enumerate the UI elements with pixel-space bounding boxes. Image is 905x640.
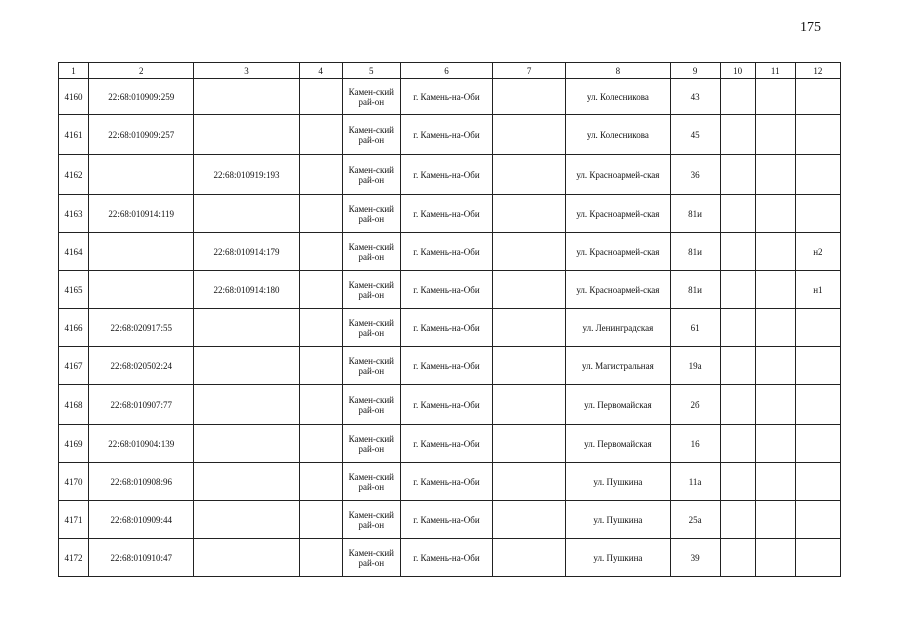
cadastral-number [89,271,194,309]
column-header: 4 [299,63,342,79]
cadastral-number-secondary: 22:68:010919:193 [194,155,299,195]
cell-col-12 [795,385,840,425]
street-name: ул. Красноармей-ская [566,155,670,195]
cell-col-11 [755,385,795,425]
cell-col-7 [493,79,566,115]
cell-col-4 [299,115,342,155]
table-row [59,309,841,347]
table-row [59,347,841,385]
table-row [59,115,841,155]
cadastral-number: 22:68:010909:259 [89,79,194,115]
table-row [59,425,841,463]
cell-col-10 [720,79,755,115]
cell-col-11 [755,233,795,271]
city-name: г. Камень-на-Оби [400,425,492,463]
row-number: 4170 [59,463,89,501]
city-name: г. Камень-на-Оби [400,463,492,501]
cell-col-11 [755,347,795,385]
cell-col-10 [720,347,755,385]
cell-col-12 [795,309,840,347]
cell-col-7 [493,385,566,425]
row-number: 4164 [59,233,89,271]
cell-col-12 [795,501,840,539]
cell-col-11 [755,115,795,155]
house-number: 81и [670,271,720,309]
cell-col-7 [493,309,566,347]
column-header: 6 [400,63,492,79]
street-name: ул. Красноармей-ская [566,195,670,233]
row-number: 4167 [59,347,89,385]
cell-col-10 [720,115,755,155]
column-header: 7 [493,63,566,79]
cell-col-7 [493,539,566,577]
cadastral-number-secondary [194,347,299,385]
cell-col-12: н1 [795,271,840,309]
cell-col-12 [795,425,840,463]
house-number: 36 [670,155,720,195]
cadastral-number-secondary [194,425,299,463]
city-name: г. Камень-на-Оби [400,501,492,539]
column-header: 10 [720,63,755,79]
house-number: 16 [670,425,720,463]
table-row [59,155,841,195]
cell-col-4 [299,501,342,539]
district-name: Камен-ский рай-он [342,195,400,233]
house-number: 39 [670,539,720,577]
cadastral-number-secondary [194,501,299,539]
column-header: 12 [795,63,840,79]
house-number: 81и [670,233,720,271]
cell-col-10 [720,233,755,271]
cadastral-number: 22:68:020917:55 [89,309,194,347]
cadastral-number: 22:68:010910:47 [89,539,194,577]
cell-col-7 [493,195,566,233]
cell-col-11 [755,501,795,539]
cell-col-10 [720,463,755,501]
house-number: 19а [670,347,720,385]
street-name: ул. Пушкина [566,539,670,577]
cell-col-12: н2 [795,233,840,271]
cell-col-4 [299,385,342,425]
cell-col-11 [755,79,795,115]
cadastral-number-secondary [194,115,299,155]
cell-col-7 [493,115,566,155]
city-name: г. Камень-на-Оби [400,195,492,233]
row-number: 4169 [59,425,89,463]
cell-col-7 [493,271,566,309]
table-row [59,539,841,577]
table-row [59,463,841,501]
cadastral-number: 22:68:010909:257 [89,115,194,155]
city-name: г. Камень-на-Оби [400,115,492,155]
table-row [59,385,841,425]
row-number: 4165 [59,271,89,309]
row-number: 4168 [59,385,89,425]
cadastral-number-secondary [194,309,299,347]
table-row [59,501,841,539]
cadastral-number-secondary [194,195,299,233]
cell-col-7 [493,233,566,271]
house-number: 81и [670,195,720,233]
street-name: ул. Пушкина [566,501,670,539]
cadastral-number [89,233,194,271]
column-header: 3 [194,63,299,79]
house-number: 45 [670,115,720,155]
cell-col-12 [795,79,840,115]
cell-col-4 [299,539,342,577]
district-name: Камен-ский рай-он [342,425,400,463]
city-name: г. Камень-на-Оби [400,271,492,309]
street-name: ул. Красноармей-ская [566,233,670,271]
street-name: ул. Магистральная [566,347,670,385]
cell-col-10 [720,309,755,347]
cell-col-10 [720,155,755,195]
city-name: г. Камень-на-Оби [400,385,492,425]
city-name: г. Камень-на-Оби [400,233,492,271]
cell-col-7 [493,155,566,195]
cell-col-11 [755,271,795,309]
cell-col-4 [299,425,342,463]
column-header: 9 [670,63,720,79]
city-name: г. Камень-на-Оби [400,79,492,115]
cell-col-12 [795,539,840,577]
cell-col-12 [795,347,840,385]
street-name: ул. Пушкина [566,463,670,501]
city-name: г. Камень-на-Оби [400,155,492,195]
table-row [59,79,841,115]
cadastral-number-secondary [194,463,299,501]
house-number: 43 [670,79,720,115]
cell-col-12 [795,155,840,195]
cell-col-4 [299,271,342,309]
table-row [59,271,841,309]
column-header: 1 [59,63,89,79]
district-name: Камен-ский рай-он [342,79,400,115]
cell-col-4 [299,79,342,115]
cadastral-number-secondary: 22:68:010914:179 [194,233,299,271]
street-name: ул. Первомайская [566,425,670,463]
cadastral-number: 22:68:010904:139 [89,425,194,463]
cadastral-number: 22:68:010908:96 [89,463,194,501]
house-number: 25а [670,501,720,539]
cell-col-10 [720,195,755,233]
column-header: 2 [89,63,194,79]
cell-col-10 [720,539,755,577]
header-row [59,63,841,79]
cell-col-4 [299,233,342,271]
cell-col-10 [720,385,755,425]
column-header: 5 [342,63,400,79]
cell-col-11 [755,195,795,233]
cell-col-4 [299,463,342,501]
district-name: Камен-ский рай-он [342,385,400,425]
cell-col-12 [795,463,840,501]
row-number: 4172 [59,539,89,577]
district-name: Камен-ский рай-он [342,539,400,577]
cell-col-12 [795,115,840,155]
column-header: 8 [566,63,670,79]
city-name: г. Камень-на-Оби [400,309,492,347]
cell-col-12 [795,195,840,233]
cadastral-number: 22:68:010907:77 [89,385,194,425]
row-number: 4163 [59,195,89,233]
table-row [59,233,841,271]
column-header: 11 [755,63,795,79]
cell-col-7 [493,347,566,385]
cadastral-number: 22:68:010909:44 [89,501,194,539]
house-number: 11а [670,463,720,501]
district-name: Камен-ский рай-он [342,233,400,271]
row-number: 4162 [59,155,89,195]
cadastral-number-secondary: 22:68:010914:180 [194,271,299,309]
cell-col-7 [493,463,566,501]
street-name: ул. Ленинградская [566,309,670,347]
cell-col-7 [493,425,566,463]
page-number: 175 [800,20,821,35]
city-name: г. Камень-на-Оби [400,347,492,385]
street-name: ул. Колесникова [566,115,670,155]
district-name: Камен-ский рай-он [342,501,400,539]
cell-col-4 [299,347,342,385]
cadastral-number: 22:68:010914:119 [89,195,194,233]
cell-col-7 [493,501,566,539]
district-name: Камен-ский рай-он [342,463,400,501]
cell-col-11 [755,539,795,577]
street-name: ул. Красноармей-ская [566,271,670,309]
district-name: Камен-ский рай-он [342,115,400,155]
cadastral-number: 22:68:020502:24 [89,347,194,385]
row-number: 4160 [59,79,89,115]
row-number: 4161 [59,115,89,155]
cadastral-number-secondary [194,539,299,577]
row-number: 4166 [59,309,89,347]
city-name: г. Камень-на-Оби [400,539,492,577]
district-name: Камен-ский рай-он [342,155,400,195]
cell-col-10 [720,425,755,463]
cell-col-11 [755,309,795,347]
table-body [59,79,841,577]
cell-col-11 [755,155,795,195]
row-number: 4171 [59,501,89,539]
district-name: Камен-ский рай-он [342,347,400,385]
house-number: 2б [670,385,720,425]
cadastral-number-secondary [194,79,299,115]
cadastral-number [89,155,194,195]
cell-col-11 [755,425,795,463]
cell-col-10 [720,271,755,309]
cell-col-11 [755,463,795,501]
cell-col-4 [299,155,342,195]
district-name: Камен-ский рай-он [342,271,400,309]
cell-col-10 [720,501,755,539]
street-name: ул. Колесникова [566,79,670,115]
cell-col-4 [299,309,342,347]
street-name: ул. Первомайская [566,385,670,425]
table-row [59,195,841,233]
registry-table [58,62,841,577]
cell-col-4 [299,195,342,233]
house-number: 61 [670,309,720,347]
cadastral-number-secondary [194,385,299,425]
district-name: Камен-ский рай-он [342,309,400,347]
